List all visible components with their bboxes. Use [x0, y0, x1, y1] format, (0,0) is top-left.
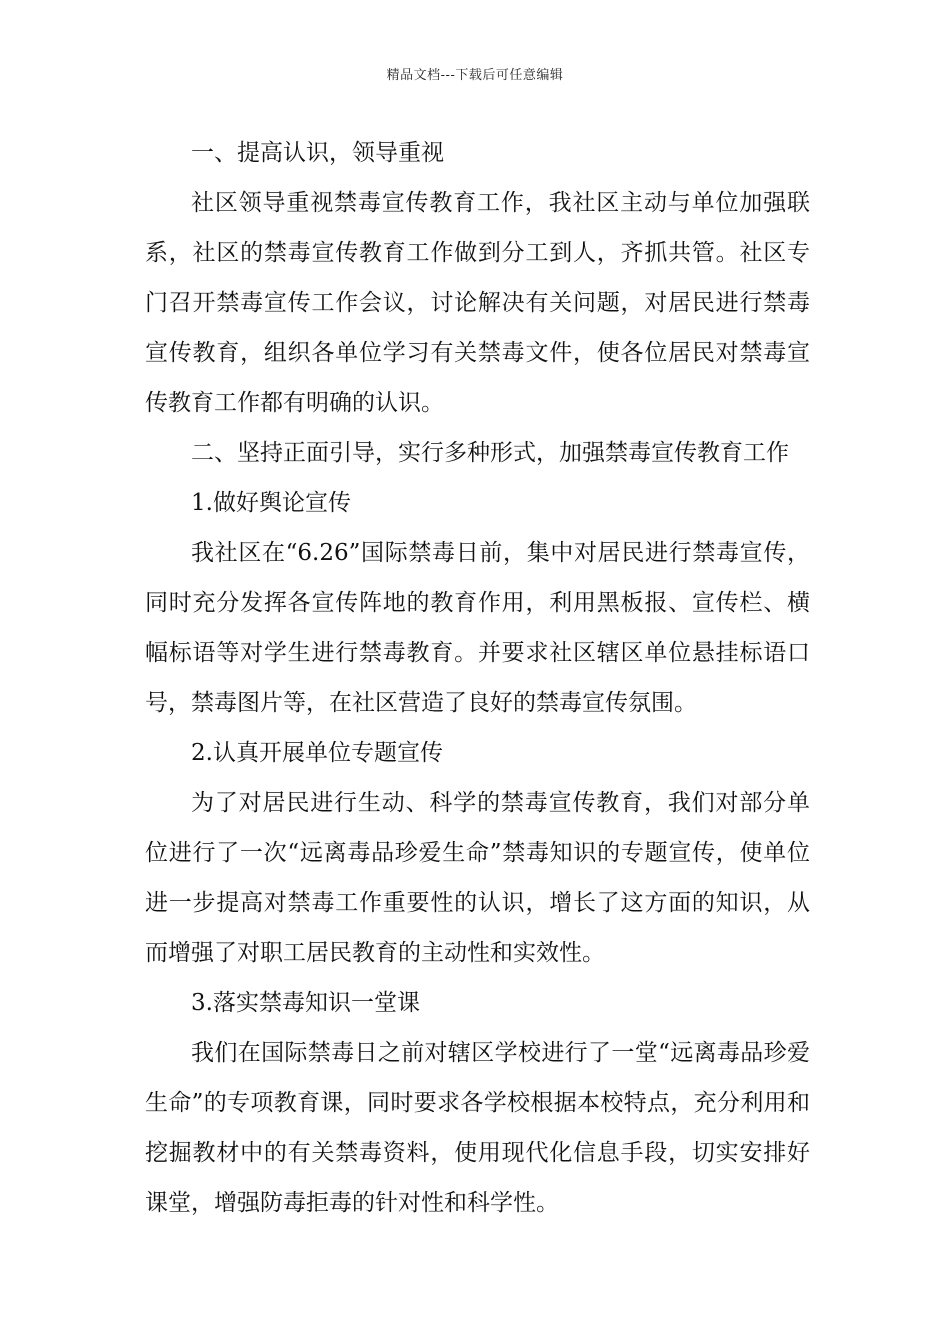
- section-heading-1: 一、提高认识，领导重视: [191, 140, 444, 166]
- document-body: [145, 128, 810, 1228]
- subsection-heading-3: 3.落实禁毒知识一堂课: [191, 990, 420, 1016]
- page-header: 精品文档---下载后可任意编辑: [386, 68, 564, 83]
- section-heading-2: 二、坚持正面引导，实行多种形式，加强禁毒宣传教育工作: [191, 440, 789, 466]
- subsection-heading-2: 2.认真开展单位专题宣传: [191, 740, 443, 766]
- paragraph: 我们在国际禁毒日之前对辖区学校进行了一堂“远离毒品珍爱生命”的专项教育课，同时要求各学校根据本校特点，充分利用和挖掘教材中的有关禁毒资料，使用现代化信息手段，切实安排好课堂，增强防毒拒毒的针对性和科学性。: [145, 1040, 810, 1216]
- paragraph: 社区领导重视禁毒宣传教育工作，我社区主动与单位加强联系，社区的禁毒宣传教育工作做到分工到人，齐抓共管。社区专门召开禁毒宣传工作会议，讨论解决有关问题，对居民进行禁毒宣传教育，组织各单位学习有关禁毒文件，使各位居民对禁毒宣传教育工作都有明确的认识。: [145, 190, 810, 416]
- subsection-heading-1: 1.做好舆论宣传: [191, 490, 351, 516]
- paragraph: 为了对居民进行生动、科学的禁毒宣传教育，我们对部分单位进行了一次“远离毒品珍爱生命”禁毒知识的专题宣传，使单位进一步提高对禁毒工作重要性的认识，增长了这方面的知识，从而增强了对职工居民教育的主动性和实效性。: [145, 790, 810, 966]
- paragraph: 我社区在“6.26”国际禁毒日前，集中对居民进行禁毒宣传，同时充分发挥各宣传阵地的教育作用，利用黑板报、宣传栏、横幅标语等对学生进行禁毒教育。并要求社区辖区单位悬挂标语口号，禁毒图片等，在社区营造了良好的禁毒宣传氛围。: [145, 540, 810, 716]
